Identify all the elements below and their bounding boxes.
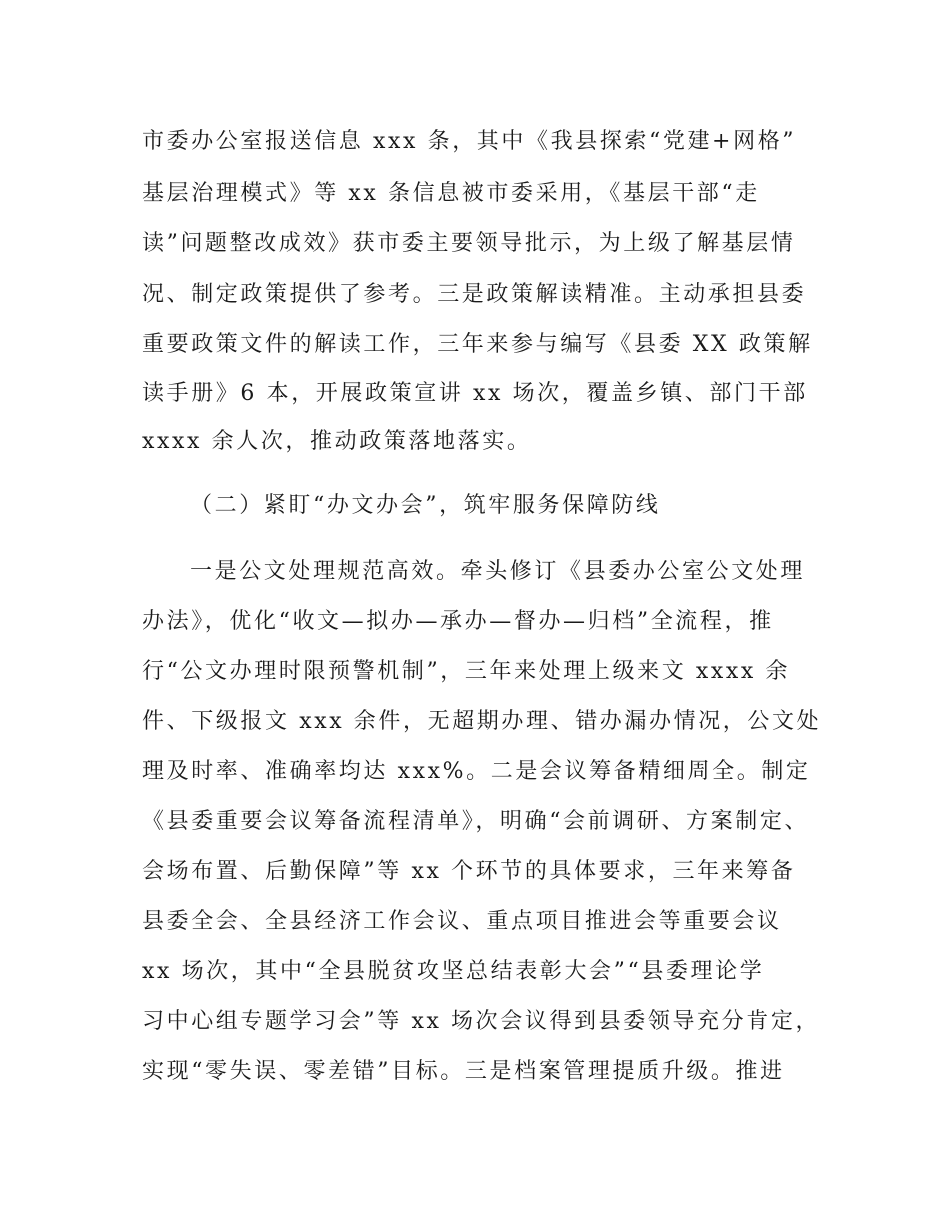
paragraph-line: 读手册》6 本，开展政策宣讲 xx 场次，覆盖乡镇、部门干部	[142, 381, 808, 406]
paragraph-line: 重要政策文件的解读工作，三年来参与编写《县委 XX 政策解	[142, 332, 813, 357]
paragraph-line: 习中心组专题学习会”等 xx 场次会议得到县委领导充分肯定，	[142, 1009, 821, 1034]
paragraph-line: 会场布置、后勤保障”等 xx 个环节的具体要求，三年来筹备	[142, 859, 796, 884]
paragraph-line: 件、下级报文 xxx 余件，无超期办理、错办漏办情况，公文处	[142, 709, 822, 734]
paragraph-line: 《县委重要会议筹备流程清单》，明确“会前调研、方案制定、	[142, 809, 810, 834]
paragraph-line: 基层治理模式》等 xx 条信息被市委采用，《基层干部“走	[142, 181, 760, 206]
paragraph-line: 况、制定政策提供了参考。三是政策解读精准。主动承担县委	[142, 282, 807, 307]
paragraph-line: 实现“零失误、零差错”目标。三是档案管理提质升级。推进	[142, 1059, 785, 1084]
paragraph-line: 一是公文处理规范高效。牵头修订《县委办公室公文处理	[190, 559, 806, 584]
paragraph-line: 行“公文办理时限预警机制”，三年来处理上级来文 xxxx 余	[142, 659, 791, 684]
paragraph-line: xxxx 余人次，推动政策落地落实。	[142, 429, 532, 454]
paragraph-line: 办法》，优化“收文—拟办—承办—督办—归档”全流程，推	[142, 609, 774, 634]
paragraph-line: 理及时率、准确率均达 xxx%。二是会议筹备精细周全。制定	[142, 759, 811, 784]
paragraph-line: 县委全会、全县经济工作会议、重点项目推进会等重要会议	[142, 909, 782, 934]
paragraph-line: 读”问题整改成效》获市委主要领导批示，为上级了解基层情	[142, 231, 796, 256]
paragraph-line: xx 场次，其中“全县脱贫攻坚总结表彰大会”“县委理论学	[142, 959, 765, 984]
paragraph-line: 市委办公室报送信息 xxx 条，其中《我县探索“党建+网格”	[142, 129, 797, 154]
section-heading: （二）紧盯“办文办会”，筑牢服务保障防线	[190, 493, 661, 518]
